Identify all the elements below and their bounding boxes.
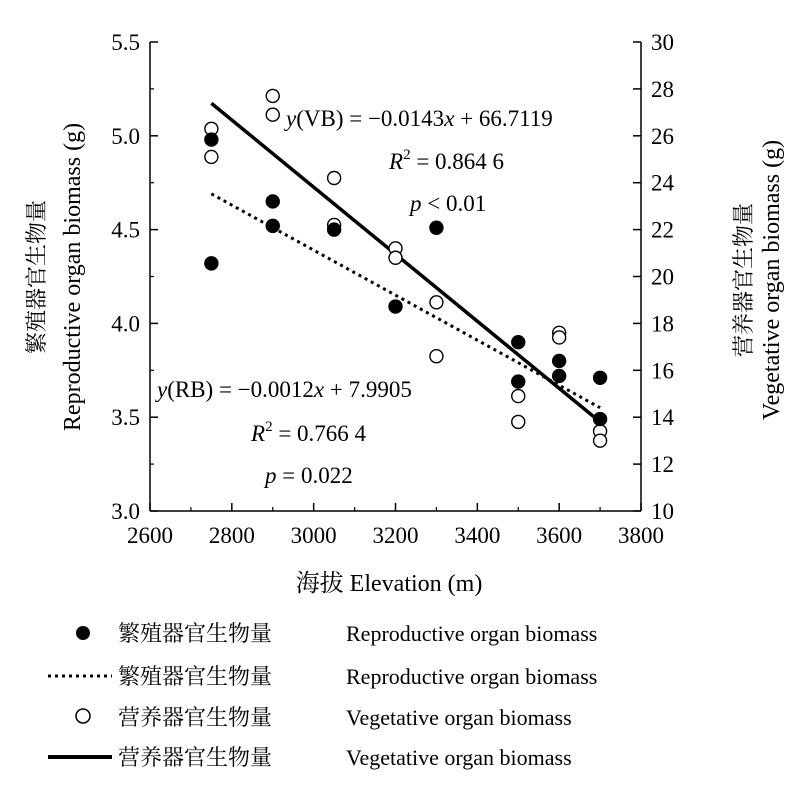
vb-eq-intercept: + 66.7119	[454, 106, 553, 131]
rb-r-squared	[250, 419, 367, 446]
x-tick-label-3800: 3800	[618, 523, 664, 548]
vb-data-point	[328, 172, 341, 185]
rb-eq-mid: (RB) = −0.0012	[167, 377, 314, 402]
y-right-axis-title-en: Vegetative organ biomass (g)	[759, 139, 785, 421]
vb-eq-x: x	[444, 106, 455, 131]
legend-rb-fit-cn: 繁殖器官生物量	[118, 665, 273, 690]
rb-data-point	[512, 375, 525, 388]
y-left-tick-label-5.0: 5.0	[111, 123, 140, 149]
rb-data-point	[266, 195, 279, 208]
x-tick-label-3600: 3600	[536, 523, 583, 548]
rb-p-rest: = 0.022	[276, 463, 353, 488]
y-left-axis-title-en: Reproductive organ biomass (g)	[60, 122, 86, 432]
vb-data-point	[553, 331, 566, 344]
rb-data-point	[266, 219, 279, 232]
rb-data-point	[553, 354, 566, 367]
y-right-tick-label-26: 26	[651, 123, 674, 149]
y-right-axis-title-cn: 营养器官生物量	[732, 202, 757, 358]
rb-equation	[155, 377, 412, 402]
vb-p-rest: < 0.01	[421, 191, 487, 216]
vb-eq-mid: (VB) = −0.0143	[296, 106, 445, 131]
x-tick-label-2800: 2800	[208, 523, 255, 548]
rb-data-point	[594, 413, 607, 426]
legend-rb-points-cn: 繁殖器官生物量	[118, 622, 273, 647]
y-left-tick-label-4.5: 4.5	[111, 217, 140, 243]
vb-data-point	[512, 390, 525, 403]
y-right-tick-label-28: 28	[651, 76, 674, 102]
legend-vb-points-cn: 营养器官生物量	[118, 706, 273, 731]
vb-data-point	[266, 89, 279, 102]
legend-rb-fit-en: Reproductive organ biomass	[346, 664, 598, 689]
y-left-tick-label-5.5: 5.5	[111, 30, 140, 55]
vb-data-point	[389, 251, 402, 264]
vb-p-value	[408, 191, 486, 216]
y-right-tick-label-20: 20	[651, 264, 674, 290]
y-right-tick-label-10: 10	[651, 499, 674, 524]
rb-r-sup: 2	[265, 419, 273, 435]
legend-vb-fit-cn: 营养器官生物量	[118, 746, 273, 771]
rb-eq-x: x	[313, 377, 325, 402]
x-tick-label-2600: 2600	[127, 523, 173, 548]
x-axis-title: 海拔 Elevation (m)	[295, 571, 483, 597]
x-tick-label-3000: 3000	[290, 523, 337, 548]
rb-eq-intercept: + 7.9905	[324, 377, 412, 402]
y-left-axis-title-cn: 繁殖器官生物量	[25, 199, 50, 355]
rb-r-value: = 0.766 4	[272, 421, 367, 446]
y-left-tick-label-3.0: 3.0	[111, 499, 140, 524]
legend-rb-points-en: Reproductive organ biomass	[346, 621, 598, 646]
vb-p: p	[410, 191, 422, 216]
x-tick-label-3200: 3200	[372, 523, 419, 548]
legend-entry-rb-points	[76, 621, 597, 647]
legend	[48, 621, 597, 771]
legend-entry-vb-points	[76, 705, 572, 731]
vb-data-point	[512, 415, 525, 428]
vb-eq-y: y	[286, 106, 297, 131]
vb-r-value: = 0.864 6	[410, 149, 505, 174]
y-right-tick-label-30: 30	[651, 30, 674, 55]
y-right-tick-label-12: 12	[651, 452, 674, 478]
legend-vb-points-en: Vegetative organ biomass	[346, 705, 572, 730]
rb-data-point	[594, 371, 607, 384]
vb-r: R	[389, 149, 404, 174]
y-right-tick-label-22: 22	[651, 217, 674, 243]
vb-data-point	[205, 150, 218, 163]
rb-eq-y: y	[157, 377, 168, 402]
legend-open-circle-symbol	[76, 709, 90, 723]
rb-data-point	[328, 223, 341, 236]
legend-entry-vb-fit	[48, 745, 572, 771]
y-right-tick-label-14: 14	[651, 405, 674, 431]
rb-r: R	[251, 421, 266, 446]
vb-r-sup: 2	[403, 147, 411, 163]
rb-data-point	[553, 369, 566, 382]
rb-data-point	[430, 221, 443, 234]
y-right-tick-label-18: 18	[651, 311, 674, 337]
y-right-tick-label-16: 16	[651, 358, 674, 384]
legend-entry-rb-fit	[48, 664, 597, 690]
y-right-tick-label-24: 24	[651, 170, 674, 196]
legend-filled-circle-symbol	[76, 626, 90, 640]
y-left-tick-label-4.0: 4.0	[111, 311, 140, 337]
vb-data-point	[594, 434, 607, 447]
vb-data-point	[430, 350, 443, 363]
vb-r-squared	[388, 147, 504, 174]
rb-data-point	[512, 336, 525, 349]
rb-data-point	[389, 300, 402, 313]
rb-p: p	[265, 463, 277, 488]
y-left-tick-label-3.5: 3.5	[111, 405, 140, 431]
vb-data-point	[430, 296, 443, 309]
x-tick-label-3400: 3400	[454, 523, 501, 548]
rb-data-point	[205, 257, 218, 270]
rb-data-point	[205, 133, 218, 146]
vb-data-point	[266, 108, 279, 121]
legend-vb-fit-en: Vegetative organ biomass	[346, 745, 572, 770]
rb-p-value	[263, 463, 353, 488]
vb-equation	[284, 106, 553, 131]
